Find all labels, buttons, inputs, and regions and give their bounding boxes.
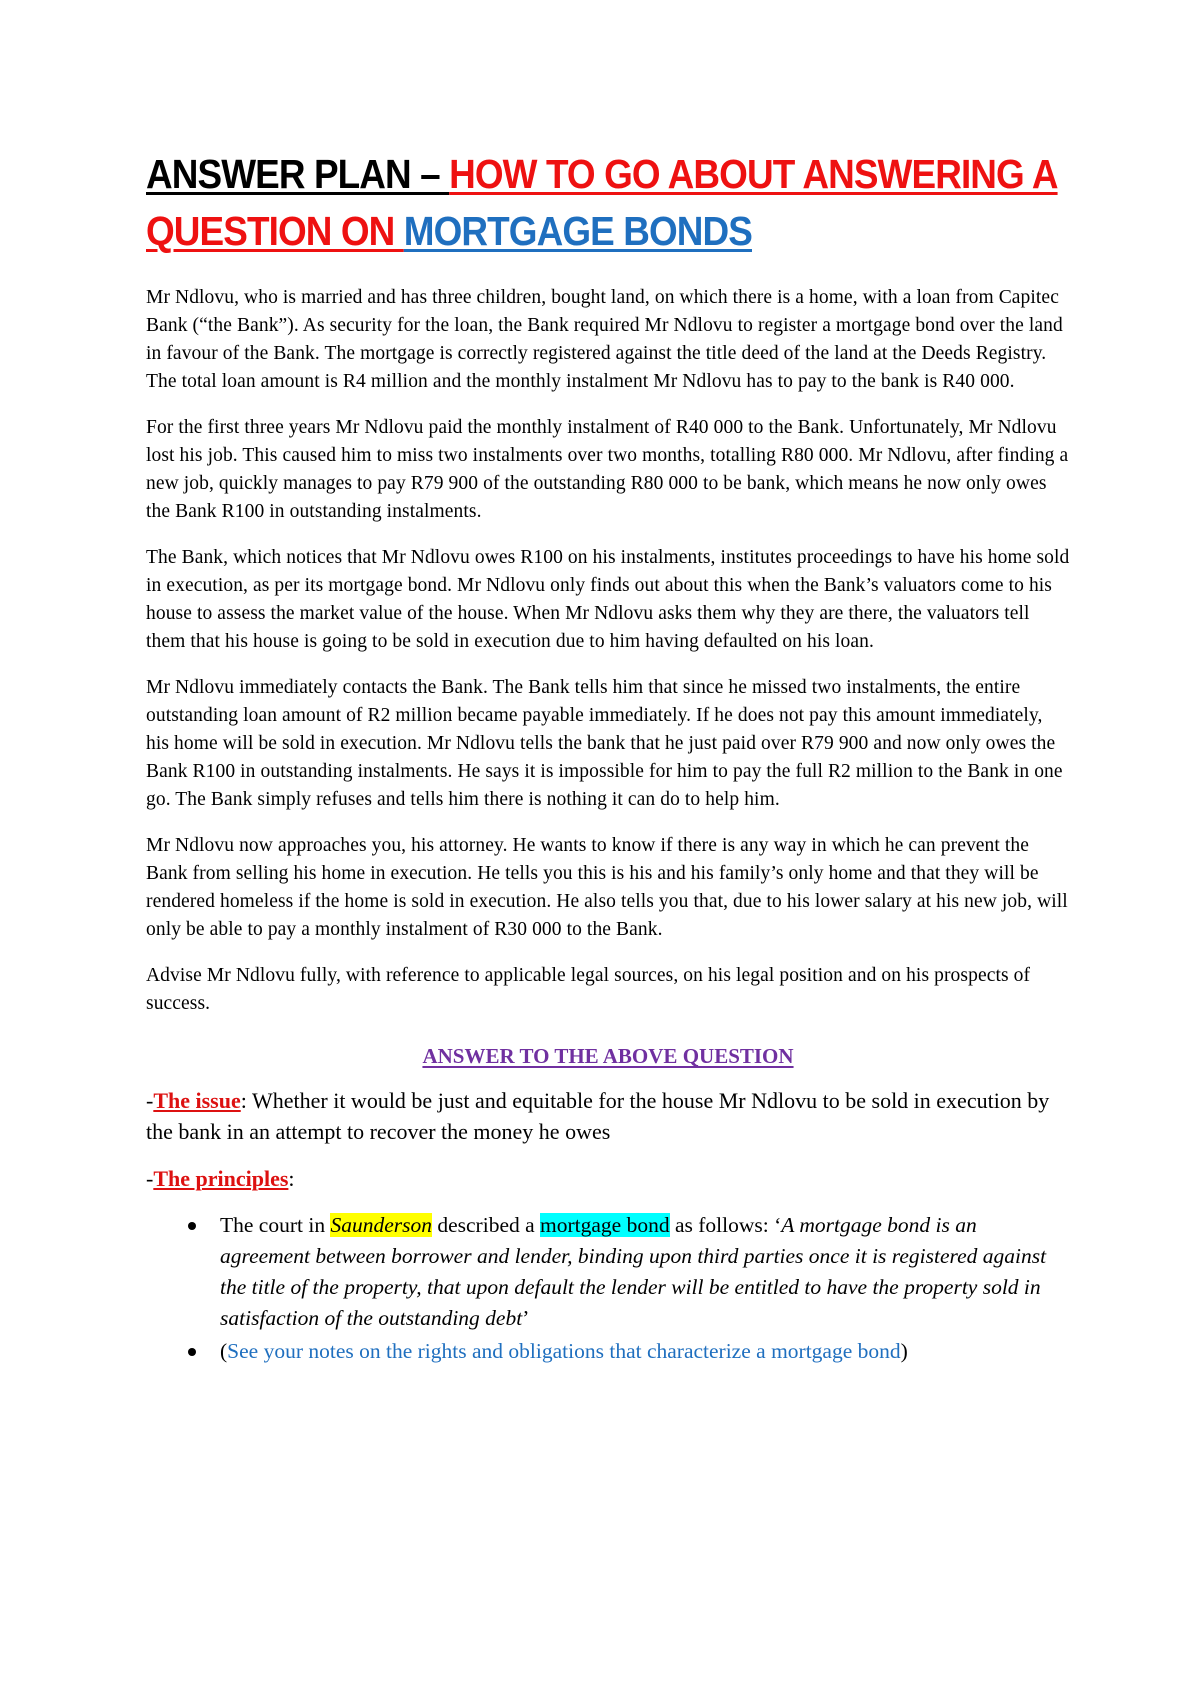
principles-label: The principles — [153, 1166, 289, 1191]
answer-heading: ANSWER TO THE ABOVE QUESTION — [422, 1044, 794, 1068]
question-paragraph-2: For the first three years Mr Ndlovu paid the monthly instalment of R40 000 to the Bank. Unfortunately, Mr Ndlovu lost his job. This caused him to miss two instalments over two months, totalling R80 000. Mr Ndlovu, after finding a new job, quickly manages to pay R79 900 of the outstanding R80 000 to be bank, which means he now only owes the Bank R100 in outstanding instalments. — [146, 417, 1069, 522]
notes-reference: See your notes on the rights and obligations that characterize a mortgage bond — [227, 1339, 901, 1363]
question-paragraph-3: The Bank, which notices that Mr Ndlovu owes R100 on his instalments, institutes proceedings to have his home sold in execution, as per its mortgage bond. Mr Ndlovu only finds out about this when the Bank’s valuators come to his house to assess the market value of the house. When Mr Ndlovu asks them why they are there, the valuators tell them that his house is going to be sold in execution due to him having defaulted on his loan. — [146, 547, 1070, 652]
bullet-1-mid: described a — [431, 1213, 541, 1237]
saunderson-quote: A mortgage bond is an agreement between borrower and lender, binding upon third parties once it is registered against the title of the property, that upon default the lender will be entitled to have the property sold in satisfaction of the outstanding debt — [220, 1213, 1047, 1330]
issue-dash: - — [146, 1088, 154, 1113]
principles-dash: - — [146, 1166, 154, 1191]
title-part-mortgage-bonds: MORTGAGE BONDS — [403, 208, 752, 254]
principles-colon: : — [288, 1166, 295, 1191]
bullet-2-open: ( — [220, 1339, 228, 1363]
list-item — [146, 1336, 1070, 1367]
issue-section — [146, 1085, 1070, 1147]
title-part-how-to: HOW TO GO ABOUT ANSWERING A QUESTION ON — [146, 151, 1058, 254]
bullet-1-post: as follows: ‘ — [669, 1213, 782, 1237]
question-paragraph-1: Mr Ndlovu, who is married and has three children, bought land, on which there is a home, with a loan from Capitec Bank (“the Bank”). As security for the loan, the Bank required Mr Ndlovu to register a mortgage bond over the land in favour of the Bank. The mortgage is correctly registered against the title deed of the land at the Deeds Registry. The total loan amount is R4 million and the monthly instalment Mr Ndlovu has to pay to the bank is R40 000. — [146, 287, 1063, 392]
issue-colon: : — [240, 1088, 247, 1113]
principles-list — [146, 1210, 1070, 1367]
bullet-icon — [188, 1348, 196, 1356]
question-paragraph-4: Mr Ndlovu immediately contacts the Bank. The Bank tells him that since he missed two instalments, the entire outstanding loan amount of R2 million became payable immediately. If he does not pay this amount immediately, his home will be sold in execution. Mr Ndlovu tells the bank that he just paid over R79 900 and now only owes the Bank R100 in outstanding instalments. He says it is impossible for him to pay the full R2 million to the Bank in one go. The Bank simply refuses and tells him there is nothing it can do to help him. — [146, 677, 1063, 810]
title-part-plan: ANSWER PLAN – — [146, 151, 450, 197]
issue-text: Whether it would be just and equitable for the house Mr Ndlovu to be sold in execution by the bank in an attempt to recover the money he owes — [146, 1088, 1050, 1144]
question-paragraph-6: Advise Mr Ndlovu fully, with reference to applicable legal sources, on his legal position and on his prospects of success. — [146, 965, 1031, 1014]
bullet-1-close: ’ — [522, 1306, 530, 1330]
principles-section — [146, 1163, 1070, 1194]
issue-label: The issue — [153, 1088, 241, 1113]
list-item — [146, 1210, 1070, 1334]
question-paragraph-5: Mr Ndlovu now approaches you, his attorney. He wants to know if there is any way in which he can prevent the Bank from selling his home in execution. He tells you this is his and his family’s only home and that they will be rendered homeless if the home is sold in execution. He also tells you that, due to his lower salary at his new job, will only be able to pay a monthly instalment of R30 000 to the Bank. — [146, 835, 1068, 940]
page-title — [146, 146, 1073, 260]
case-name-highlight: Saunderson — [330, 1213, 432, 1237]
term-highlight: mortgage bond — [540, 1213, 670, 1237]
document-content — [146, 146, 1070, 1369]
bullet-1-pre: The court in — [220, 1213, 331, 1237]
bullet-2-close: ) — [900, 1339, 908, 1363]
bullet-icon — [188, 1222, 196, 1230]
